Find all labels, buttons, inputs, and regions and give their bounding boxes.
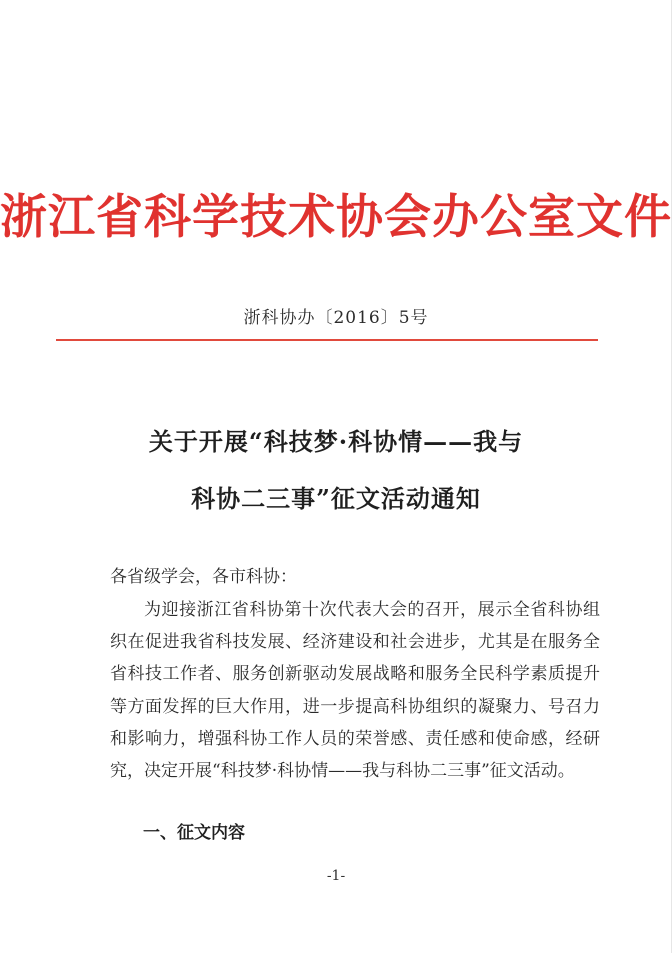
document-title-line-2: 科协二三事”征文活动通知 xyxy=(191,484,481,513)
section-heading: 一、征文内容 xyxy=(143,823,245,843)
salutation: 各省级学会，各市科协： xyxy=(110,567,297,587)
red-divider-line xyxy=(56,339,598,341)
document-title-line-1: 关于开展“科技梦·科协情——我与 xyxy=(148,427,524,456)
document-number: 浙科协办〔2016〕5号 xyxy=(243,308,429,328)
document-masthead: 浙江省科学技术协会办公室文件 xyxy=(0,190,672,245)
body-paragraph: 为迎接浙江省科协第十次代表大会的召开，展示全省科协组织在促进我省科技发展、经济建设和社会进步，尤其是在服务全省科技工作者、服务创新驱动发展战略和服务全民科学素质提升等方面发挥的巨大作用，进一步提高科协组织的凝聚力、号召力和影响力，增强科协工作人员的荣誉感、责任感和使命感，经研究，决定开展“科技梦·科协情——我与科协二三事”征文活动。 xyxy=(110,600,600,782)
page-number: -1- xyxy=(326,868,346,884)
